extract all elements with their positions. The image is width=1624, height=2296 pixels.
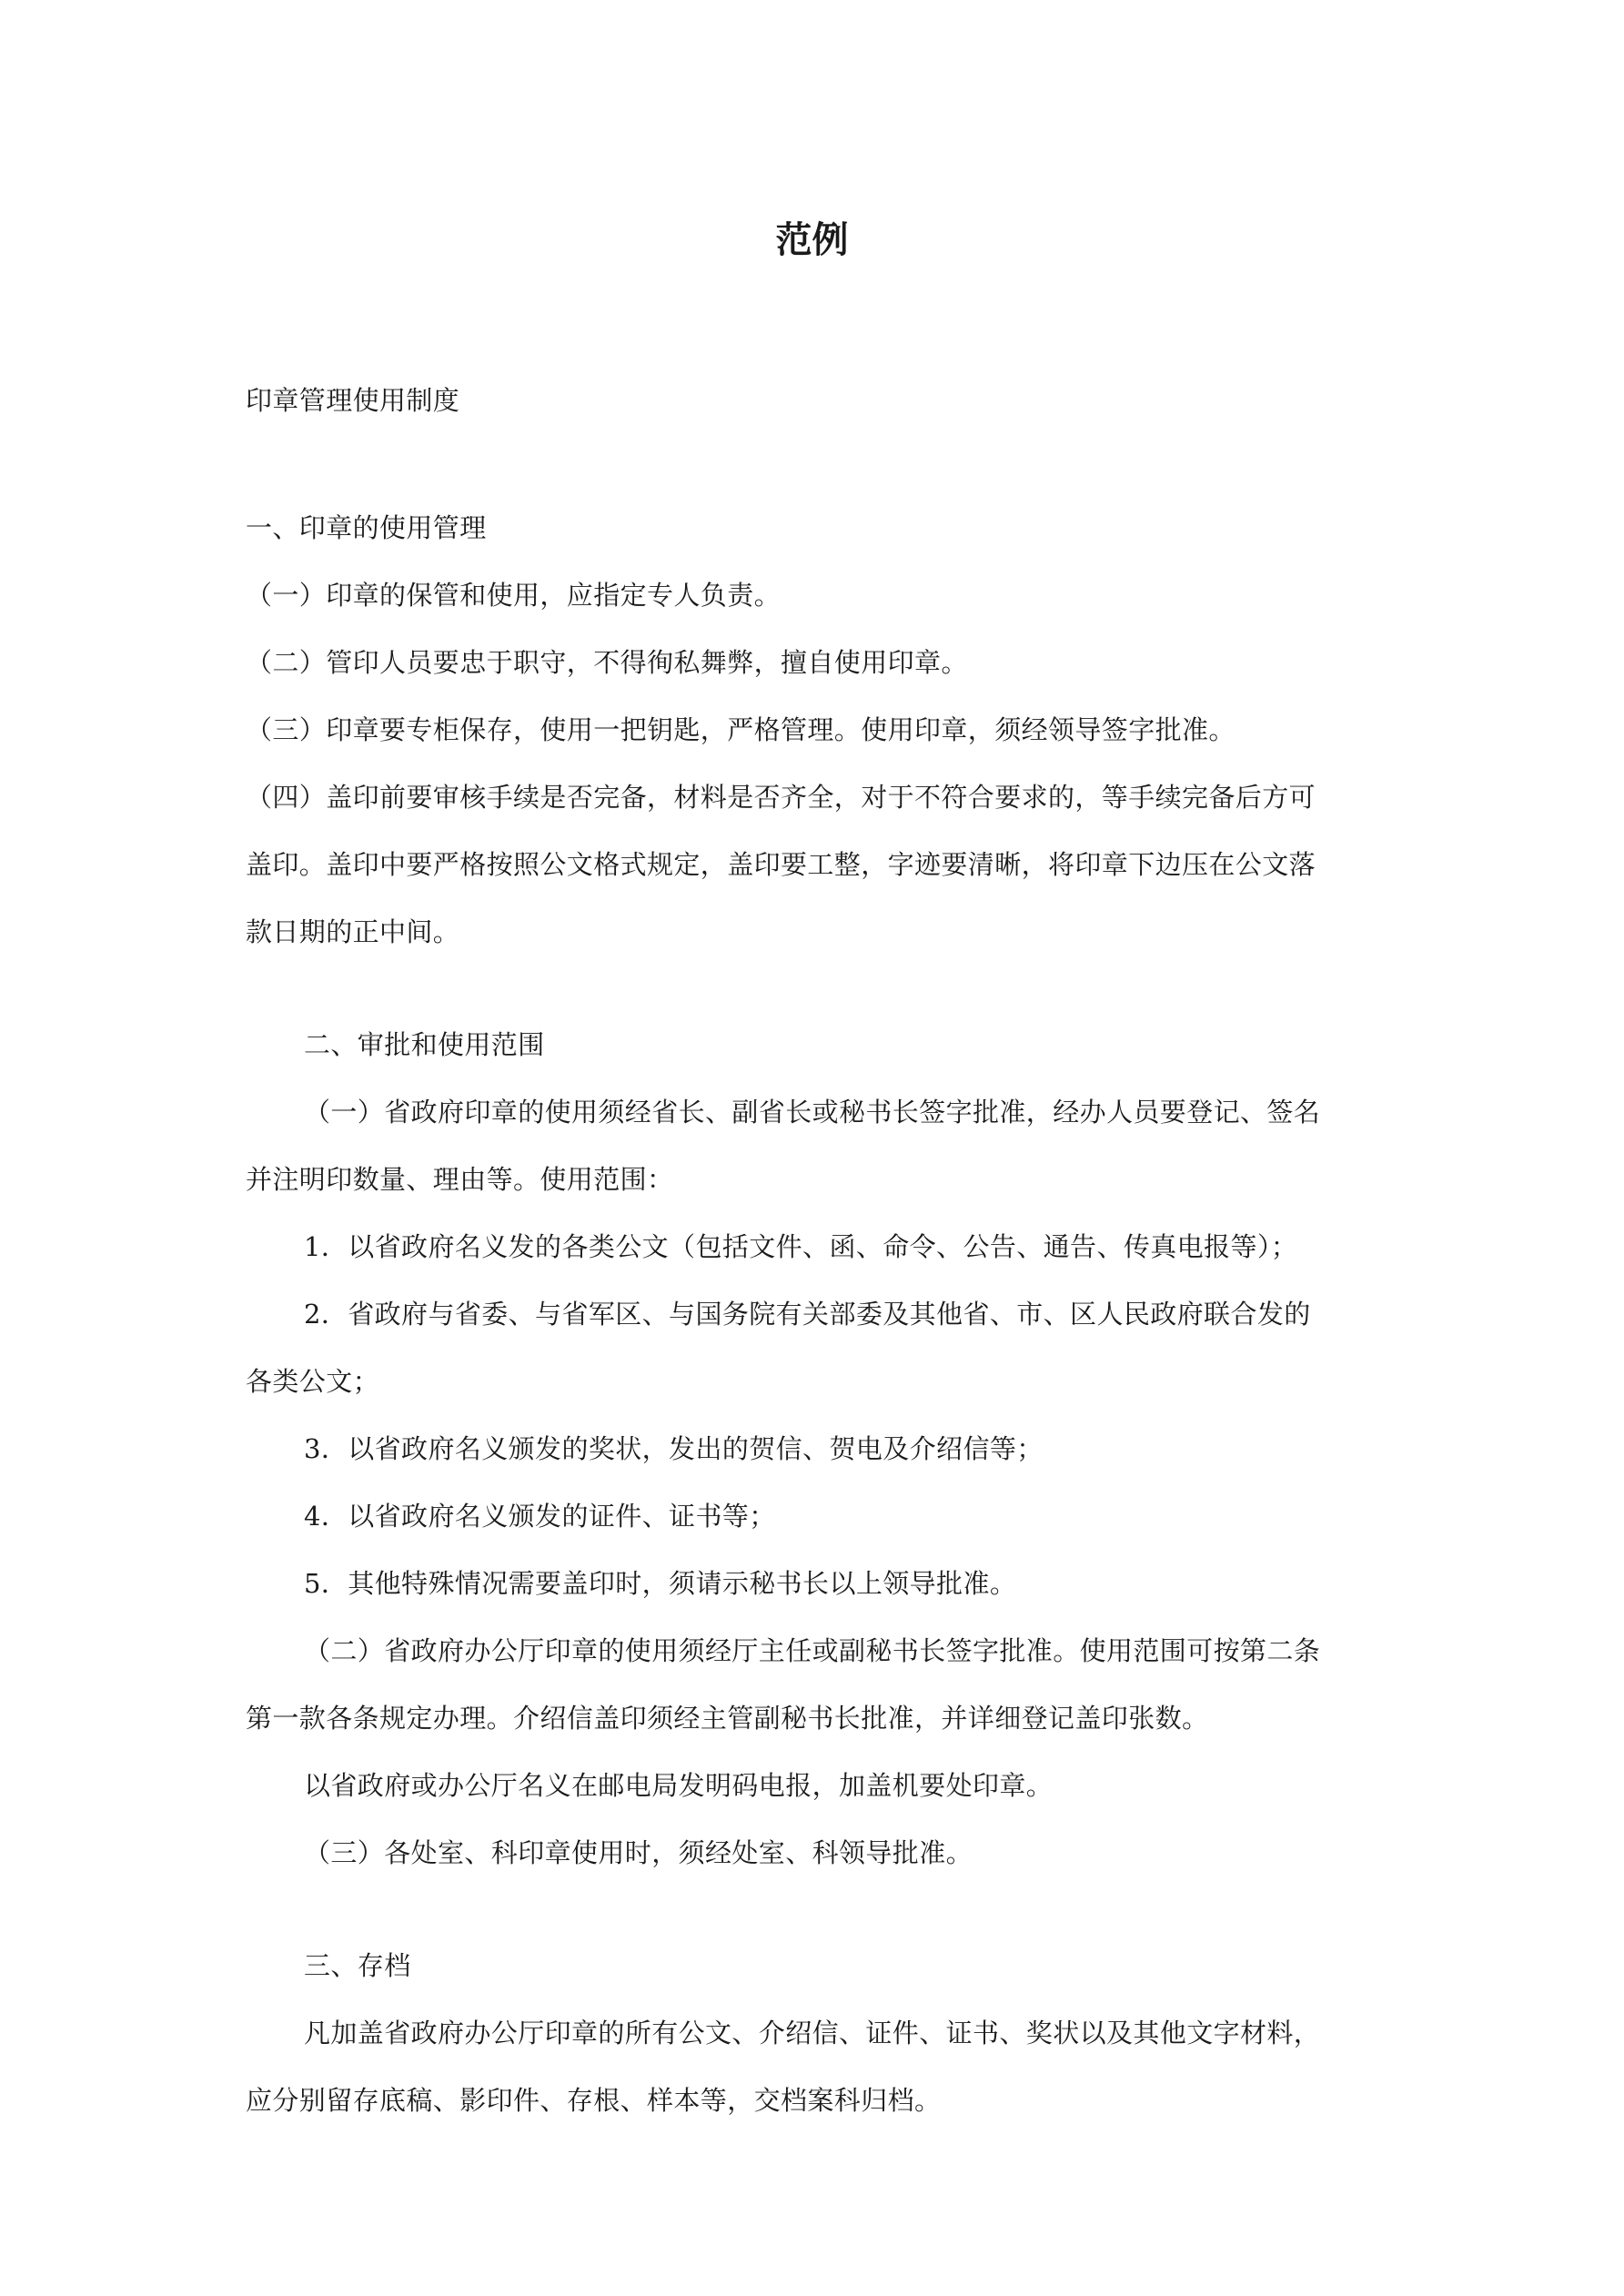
section1-item1: （一）印章的保管和使用，应指定专人负责。 (246, 580, 782, 611)
section1-item3: （三）印章要专柜保存，使用一把钥匙，严格管理。使用印章，须经领导签字批准。 (246, 714, 1236, 745)
section1-item4-line1: （四）盖印前要审核手续是否完备，材料是否齐全，对于不符合要求的，等手续完备后方可 (246, 782, 1316, 813)
section3-heading: 三、存档 (304, 1950, 411, 1981)
section2-heading: 二、审批和使用范围 (304, 1029, 545, 1060)
section2-list-item5: 5．其他特殊情况需要盖印时，须请示秘书长以上领导批准。 (304, 1568, 1017, 1599)
section2-list-item2-line1: 2．省政府与省委、与省军区、与国务院有关部委及其他省、市、区人民政府联合发的 (304, 1299, 1311, 1330)
document-subtitle: 印章管理使用制度 (246, 385, 460, 416)
section2-p2-line2: 第一款各条规定办理。介绍信盖印须经主管副秘书长批准，并详细登记盖印张数。 (246, 1703, 1209, 1734)
section2-p2-line1: （二）省政府办公厅印章的使用须经厅主任或副秘书长签字批准。使用范围可按第二条 (304, 1635, 1321, 1666)
section1-item4-line3: 款日期的正中间。 (246, 916, 460, 947)
page-title: 范例 (775, 219, 849, 261)
section1-item4-line2: 盖印。盖印中要严格按照公文格式规定，盖印要工整，字迹要清晰，将印章下边压在公文落 (246, 849, 1316, 880)
section2-p3: 以省政府或办公厅名义在邮电局发明码电报，加盖机要处印章。 (304, 1770, 1054, 1801)
section2-p1-line1: （一）省政府印章的使用须经省长、副省长或秘书长签字批准，经办人员要登记、签名 (304, 1097, 1321, 1128)
section1-heading: 一、印章的使用管理 (246, 512, 487, 543)
section2-p4: （三）各处室、科印章使用时，须经处室、科领导批准。 (304, 1837, 973, 1868)
section3-p1-line1: 凡加盖省政府办公厅印章的所有公文、介绍信、证件、证书、奖状以及其他文字材料， (304, 2018, 1321, 2048)
section1-item2: （二）管印人员要忠于职守，不得徇私舞弊，擅自使用印章。 (246, 647, 968, 678)
section3-p1-line2: 应分别留存底稿、影印件、存根、样本等，交档案科归档。 (246, 2085, 942, 2116)
section2-list-item4: 4．以省政府名义颁发的证件、证书等； (304, 1501, 776, 1532)
section2-list-item3: 3．以省政府名义颁发的奖状，发出的贺信、贺电及介绍信等； (304, 1433, 1044, 1464)
section2-list-item2-line2: 各类公文； (246, 1366, 380, 1397)
section2-p1-line2: 并注明印数量、理由等。使用范围： (246, 1164, 674, 1195)
section2-list-item1: 1．以省政府名义发的各类公文（包括文件、函、命令、公告、通告、传真电报等）； (304, 1231, 1298, 1262)
